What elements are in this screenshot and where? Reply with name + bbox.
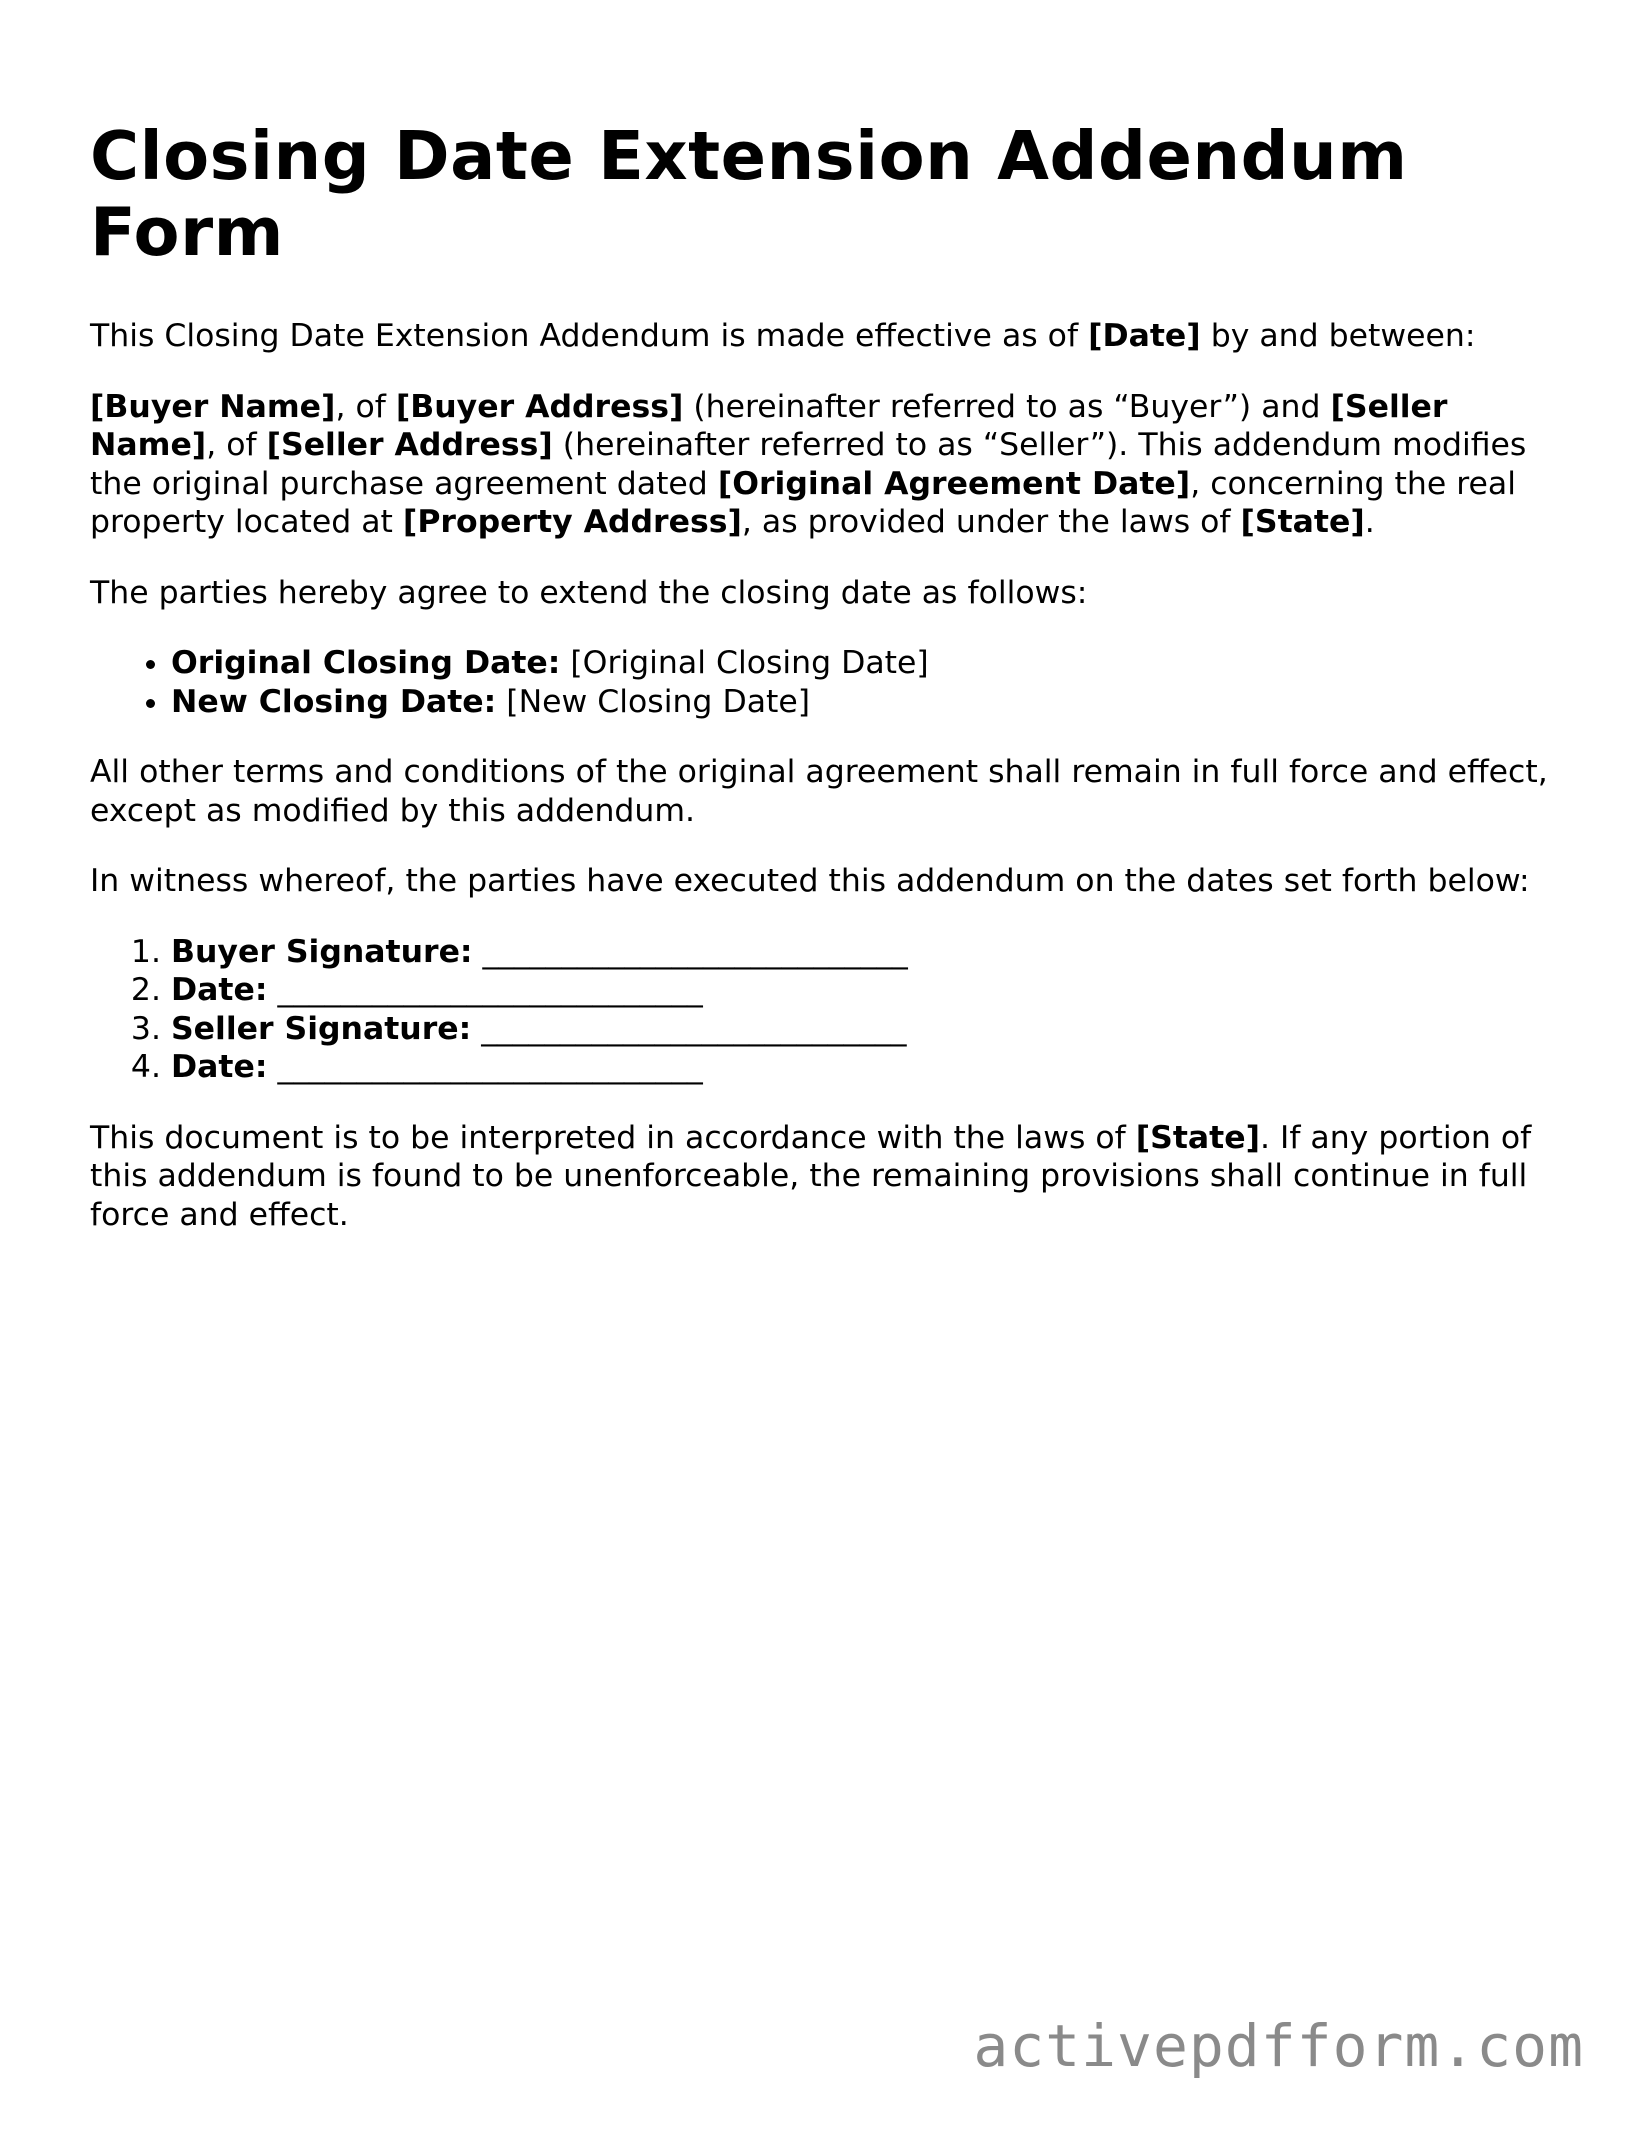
seller-name-placeholder: [Seller Name]	[90, 388, 1448, 463]
governing-law-paragraph	[90, 1119, 1555, 1235]
property-address-placeholder: [Property Address]	[402, 504, 742, 540]
parties-text: , of	[335, 388, 396, 425]
parties-text: , as provided under the laws of	[741, 504, 1241, 540]
agree-paragraph: The parties hereby agree to extend the closing date as follows:	[90, 574, 1088, 611]
list-item	[171, 1048, 1555, 1087]
original-closing-date-value: [Original Closing Date]	[560, 645, 929, 681]
signature-list	[90, 933, 1555, 1087]
buyer-signature-label: Buyer Signature:	[171, 933, 473, 970]
list-item	[171, 644, 1555, 683]
list-item	[171, 971, 1555, 1010]
new-closing-date-value: [New Closing Date]	[496, 683, 811, 720]
parties-text: , concerning the real property located at	[90, 465, 1516, 540]
list-item	[171, 683, 1555, 722]
new-closing-date-label: New Closing Date:	[171, 683, 497, 720]
governing-text-end: . If any portion of this addendum is found to be unenforceable, the remaining provisions shall continue in full force and effect.	[90, 1119, 1532, 1233]
parties-paragraph	[90, 388, 1555, 542]
watermark: activepdfform.com	[973, 2012, 1584, 2080]
buyer-name-placeholder: [Buyer Name]	[90, 388, 336, 425]
parties-text: (hereinafter referred to as “Buyer”) and	[683, 388, 1331, 425]
intro-text-end: by and between:	[1200, 318, 1476, 354]
seller-date-label: Date:	[171, 1049, 268, 1085]
document-page	[90, 118, 1555, 1234]
original-closing-date-label: Original Closing Date:	[171, 645, 561, 681]
effective-date-placeholder: [Date]	[1088, 318, 1201, 354]
intro-paragraph	[90, 317, 1555, 356]
seller-address-placeholder: [Seller Address]	[266, 427, 553, 463]
seller-date-line[interactable]: ___________________________	[267, 1049, 703, 1085]
intro-text: This Closing Date Extension Addendum is made effective as of	[90, 318, 1089, 354]
document-title: Closing Date Extension Addendum Form	[90, 117, 1408, 271]
seller-signature-line[interactable]: ___________________________	[471, 1010, 907, 1047]
parties-text: .	[1364, 504, 1375, 540]
parties-text: (hereinafter referred to as “Seller”). This addendum modifies the original purchase agreement dated	[90, 427, 1527, 502]
state-placeholder: [State]	[1240, 504, 1365, 540]
terms-paragraph: All other terms and conditions of the original agreement shall remain in full force and effect, except as modified by this addendum.	[90, 754, 1548, 829]
list-item	[171, 1010, 1555, 1049]
governing-text: This document is to be interpreted in accordance with the laws of	[90, 1119, 1136, 1156]
buyer-date-line[interactable]: ___________________________	[267, 972, 703, 1008]
buyer-address-placeholder: [Buyer Address]	[395, 388, 684, 425]
witness-paragraph: In witness whereof, the parties have executed this addendum on the dates set forth below:	[90, 863, 1530, 899]
seller-signature-label: Seller Signature:	[171, 1010, 472, 1047]
original-agreement-date-placeholder: [Original Agreement Date]	[717, 465, 1191, 502]
state-placeholder: [State]	[1135, 1119, 1260, 1156]
closing-dates-list	[90, 644, 1555, 721]
list-item	[171, 933, 1555, 972]
buyer-date-label: Date:	[171, 972, 268, 1008]
buyer-signature-line[interactable]: ___________________________	[472, 933, 908, 970]
parties-text: , of	[206, 427, 267, 463]
